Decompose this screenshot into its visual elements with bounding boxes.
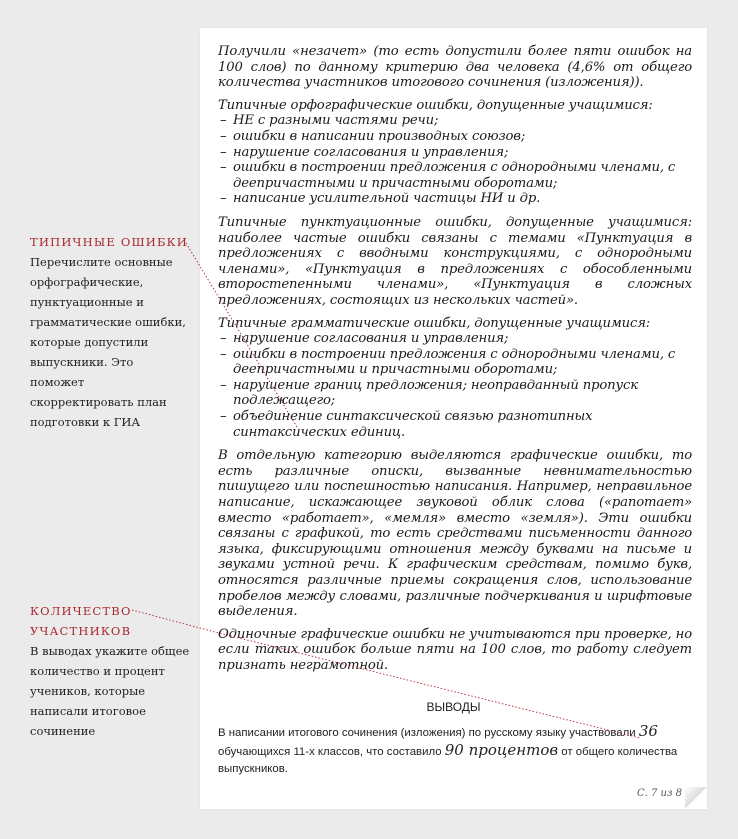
sidebar-note-participants: [30, 601, 190, 741]
punctuation-errors-paragraph: Типичные пунктуационные ошибки, допущенные учащимися: наиболее частые ошибки связаны с темами «Пунктуация в предложениях с вводными конструкциями, с однородными членами», «Пунктуация в предложениях с обособленными второстепенными членами», «Пунктуация в сложных предложениях, состоящих из нескольких частей».: [218, 214, 692, 308]
summary-text: [218, 723, 692, 778]
list-item: – нарушение согласования и управления;: [218, 331, 692, 347]
sidebar-note-body: Перечислите основные орфографические, пунктуационные и грамматические ошибки, которые допустили выпускники. Это поможет скорректировать план подготовки к ГИА: [30, 255, 186, 429]
list-item: – ошибки в написании производных союзов;: [218, 129, 692, 145]
page-fold: [685, 787, 707, 809]
list-item: – ошибки в построении предложения с однородными членами, с деепричастными и причастными оборотами;: [218, 347, 692, 378]
sidebar-note-title: КОЛИЧЕСТВО УЧАСТНИКОВ: [30, 604, 132, 638]
graphic-errors-paragraph: В отдельную категорию выделяются графические ошибки, то есть различные описки, вызванные невнимательностью пишущего или поспешностью написания. Например, неправильное написание, искажающее звуковой облик слова («рапотает» вместо «работает», «мемля» вместо «земля»). Эти ошибки связаны с графикой, то есть средствами письменности данного языка, фиксирующими отношения между буквами на письме и звуками устной речи. К графическим средствам, помимо букв, относятся различные приемы сокращения слов, использование пробелов между словами, различные подчеркивания и шрифтовые выделения.: [218, 448, 692, 620]
sidebar-note-title: ТИПИЧНЫЕ ОШИБКИ: [30, 235, 188, 249]
list-item: – нарушение границ предложения; неоправданный пропуск подлежащего;: [218, 378, 692, 409]
list-item: – НЕ с разными частями речи;: [218, 113, 692, 129]
spelling-errors-intro: Типичные орфографические ошибки, допущенные учащимися:: [218, 97, 653, 113]
list-item: – объединение синтаксической связью разнотипных синтаксических единиц.: [218, 409, 692, 440]
paragraph-fail-count: Получили «незачет» (то есть допустили более пяти ошибок на 100 слов) по данному критерию два человека (4,6% от общего количества участников итогового сочинения (изложения)).: [218, 44, 692, 91]
summary-title: ВЫВОДЫ: [426, 700, 481, 714]
summary-text-part: В написании итогового сочинения (изложения) по русскому языку участвовали: [218, 727, 639, 739]
summary-text-part: от общего количества выпускников.: [218, 746, 678, 775]
sidebar-note-body: В выводах укажите общее количество и процент учеников, которые написали итоговое сочинение: [30, 644, 190, 738]
page-number: С. 7 из 8: [637, 788, 682, 799]
list-item: – написание усилительной частицы НИ и др.: [218, 191, 692, 207]
sidebar-note-typical-errors: [30, 232, 190, 432]
summary-text-part: обучающихся 11-х классов, что составило: [218, 746, 445, 758]
grammar-errors-intro: Типичные грамматические ошибки, допущенные учащимися:: [218, 315, 651, 331]
spelling-errors-list: [218, 113, 692, 207]
main-text: [218, 44, 692, 681]
participant-percent: 90 процентов: [444, 741, 559, 759]
single-graphic-errors-paragraph: Одиночные графические ошибки не учитываются при проверке, но если таких ошибок больше пяти на 100 слов, то работу следует признать неграмотной.: [218, 626, 692, 673]
list-item: – нарушение согласования и управления;: [218, 145, 692, 161]
grammar-errors-list: [218, 331, 692, 440]
list-item: – ошибки в построении предложения с однородными членами, с деепричастными и причастными оборотами;: [218, 160, 692, 191]
participant-count: 36: [638, 722, 658, 740]
